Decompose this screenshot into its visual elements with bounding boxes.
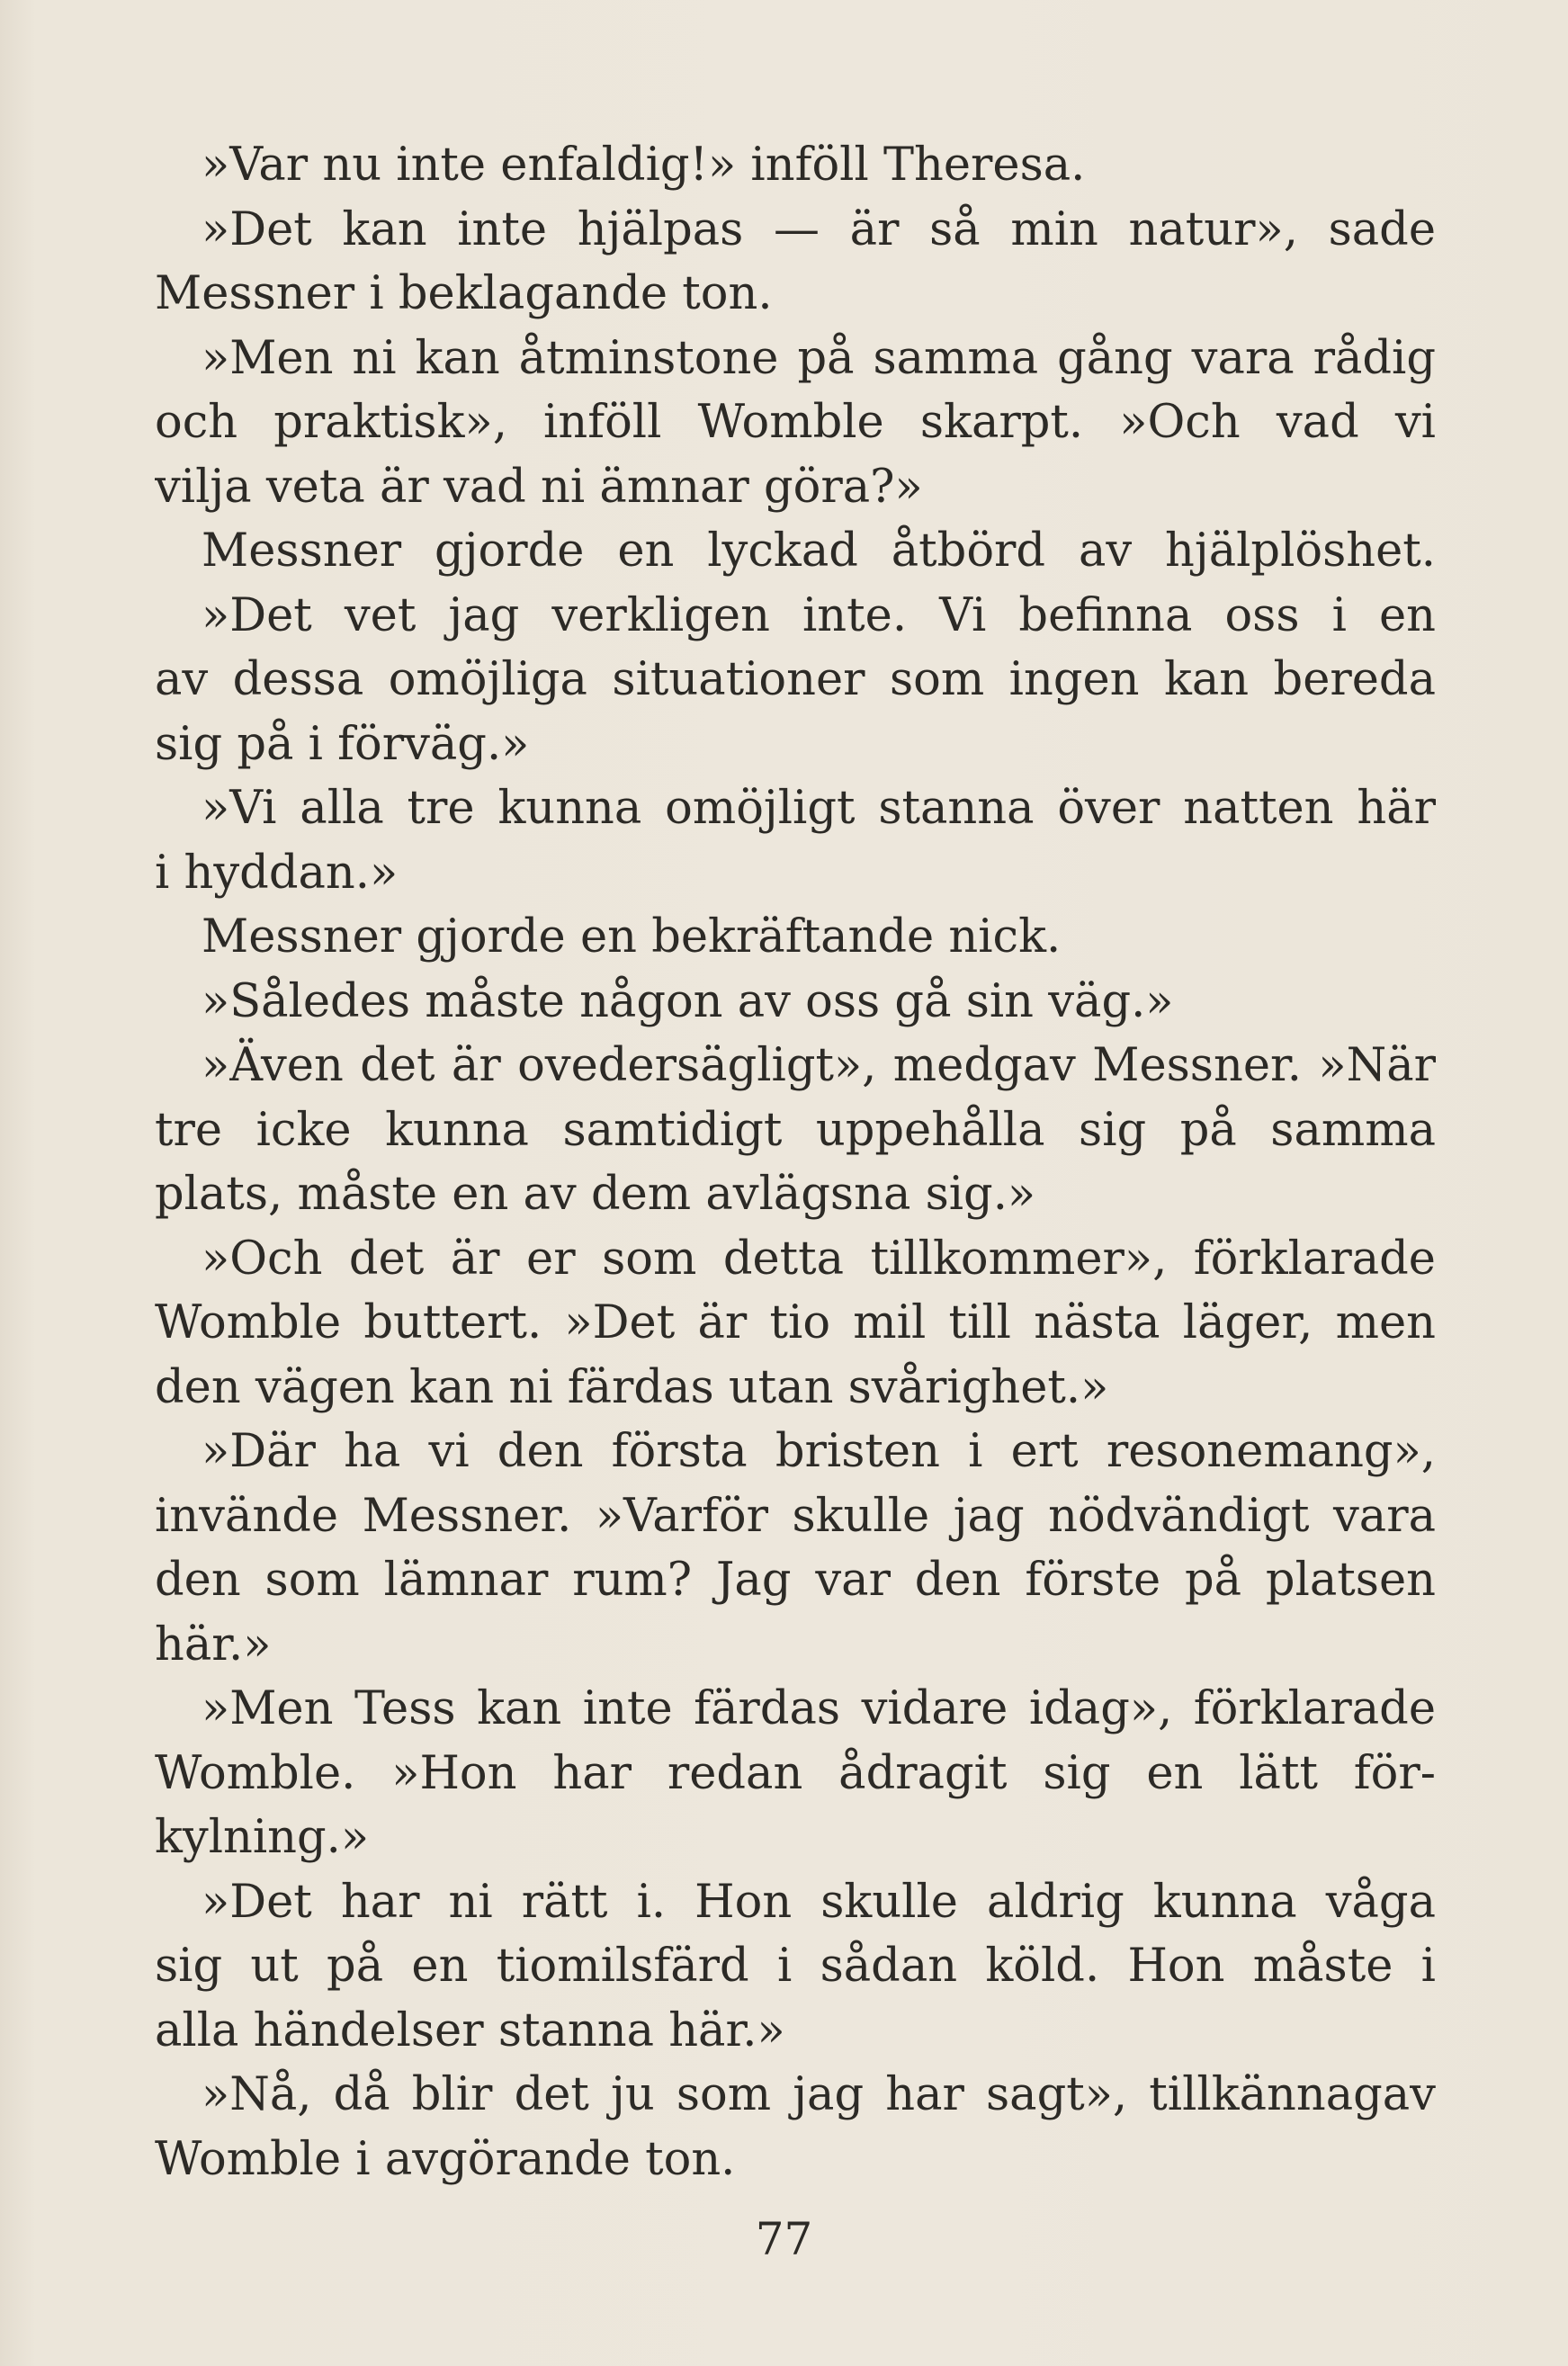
- text-line: plats, måste en av dem avlägsna sig.»: [155, 1168, 1036, 1221]
- text-line: »Således måste någon av oss gå sin väg.»: [202, 974, 1174, 1028]
- text-line: här.»: [155, 1618, 272, 1671]
- text-line: »Det kan inte hjälpas — är så min natur», sade: [202, 202, 1436, 256]
- text-line: »Men ni kan åtminstone på samma gång vara rådig: [202, 331, 1436, 385]
- text-line: invände Messner. »Varför skulle jag nödvändigt vara: [155, 1489, 1436, 1543]
- text-line: Messner i beklagande ton.: [155, 267, 773, 320]
- text-line: tre icke kunna samtidigt uppehålla sig på samma: [155, 1103, 1436, 1157]
- text-line: »Men Tess kan inte färdas vidare idag», förklarade: [202, 1682, 1436, 1735]
- text-line: Womble. »Hon har redan ådragit sig en lätt för-: [155, 1746, 1436, 1800]
- text-line: »Och det är er som detta tillkommer», förklarade: [202, 1232, 1436, 1286]
- text-line: Womble buttert. »Det är tio mil till nästa läger, men: [155, 1296, 1436, 1349]
- text-line: »Även det är ovedersägligt», medgav Messner. »När: [202, 1039, 1436, 1092]
- text-line: Womble i avgörande ton.: [155, 2132, 736, 2186]
- text-line: Messner gjorde en bekräftande nick.: [202, 910, 1062, 963]
- text-line: »Det vet jag verkligen inte. Vi befinna oss i en: [202, 588, 1436, 642]
- text-line: »Det har ni rätt i. Hon skulle aldrig kunna våga: [202, 1875, 1436, 1929]
- text-line: kylning.»: [155, 1811, 370, 1864]
- text-line: »Var nu inte enfaldig!» inföll Theresa.: [202, 139, 1086, 192]
- text-line: sig ut på en tiomilsfärd i sådan köld. Hon måste i: [155, 1940, 1436, 1993]
- text-line: »Där ha vi den första bristen i ert resonemang»,: [202, 1425, 1436, 1478]
- text-line: sig på i förväg.»: [155, 717, 530, 771]
- text-line: i hyddan.»: [155, 846, 399, 900]
- text-line: av dessa omöjliga situationer som ingen kan bereda: [155, 653, 1436, 706]
- text-line: och praktisk», inföll Womble skarpt. »Och vad vi: [155, 396, 1436, 449]
- text-line: den vägen kan ni färdas utan svårighet.»: [155, 1360, 1109, 1414]
- text-line: »Nå, då blir det ju som jag har sagt», tillkännagav: [202, 2068, 1436, 2121]
- text-line: Messner gjorde en lyckad åtbörd av hjälplöshet.: [202, 524, 1436, 578]
- body-text: [155, 133, 1436, 2191]
- text-line: »Vi alla tre kunna omöjligt stanna över natten här: [202, 782, 1436, 835]
- text-line: alla händelser stanna här.»: [155, 2003, 785, 2057]
- text-line: den som lämnar rum? Jag var den förste på platsen: [155, 1554, 1436, 1607]
- text-line: vilja veta är vad ni ämnar göra?»: [155, 460, 923, 514]
- page-number: 77: [755, 2213, 813, 2265]
